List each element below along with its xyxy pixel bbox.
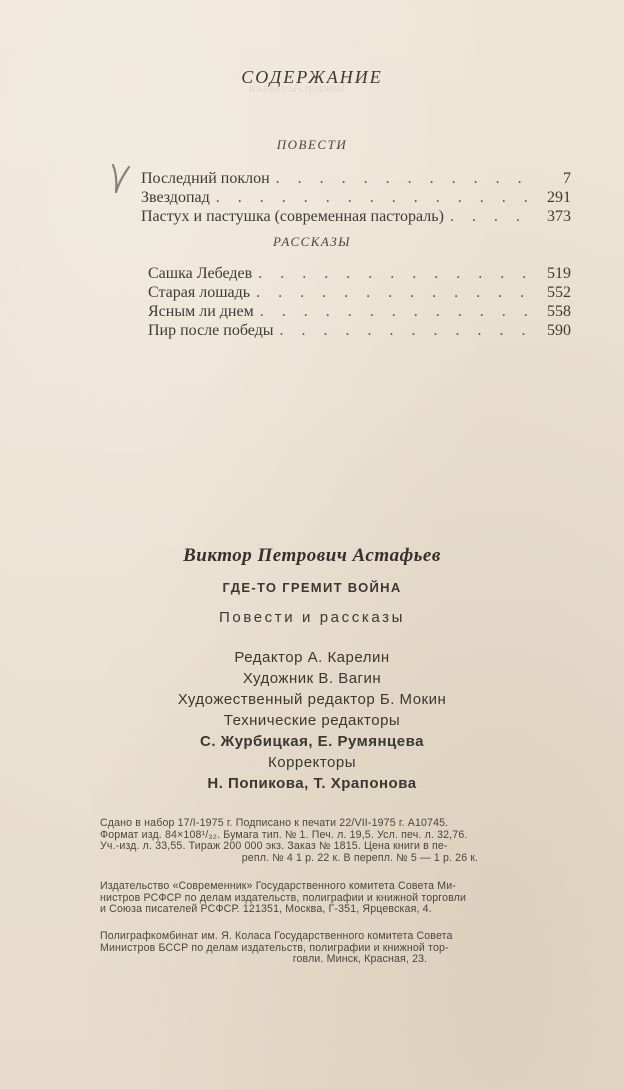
imprint-line: Уч.-изд. л. 33,55. Тираж 200 000 экз. Заказ № 1815. Цена книги в пе-	[100, 840, 448, 852]
dot-leader	[216, 189, 535, 207]
novellas-list	[141, 170, 571, 227]
toc-entry-page: 558	[547, 303, 571, 320]
toc-entry-title: Сашка Лебедев	[148, 265, 253, 282]
author-name: Виктор Петрович Астафьев	[183, 545, 441, 566]
credit-name: А. Карелин	[307, 649, 390, 666]
toc-entry-title: Ясным ли днем	[148, 303, 254, 320]
imprint-line: нистров РСФСР по делам издательств, полиграфии и книжной торговли	[100, 891, 467, 904]
toc-entry-page: 291	[547, 189, 571, 206]
toc-entry-title: Пир после победы	[148, 322, 274, 339]
bleed-through-text: Виктор Астафьев	[70, 80, 345, 95]
section-heading-stories: РАССКАЗЫ	[273, 234, 351, 249]
toc-entry	[148, 284, 571, 303]
credit-editor	[0, 649, 624, 666]
imprint-line: репл. № 4 1 р. 22 к. В перепл. № 5 — 1 р. 26 к.	[241, 851, 479, 864]
toc-entry-page: 590	[547, 322, 571, 339]
toc-entry-page: 519	[547, 265, 571, 282]
dot-leader	[256, 284, 535, 302]
imprint-line: Министров БССР по делам издательств, полиграфии и книжной тор-	[100, 941, 449, 954]
toc-entry-title: Старая лошадь	[148, 284, 251, 301]
credit-artist	[0, 670, 624, 687]
toc-entry-page: 552	[547, 284, 571, 301]
dot-leader	[450, 208, 535, 226]
toc-entry-title: Последний поклон	[141, 170, 270, 187]
credit-tech-editors-names	[0, 733, 624, 750]
dot-leader	[260, 303, 535, 321]
dot-leader	[276, 170, 535, 188]
credit-name: Н. Попикова, Т. Храпонова	[207, 775, 417, 792]
toc-entry-page: 373	[547, 208, 571, 225]
toc-entry-title: Пастух и пастушка (современная пастораль)	[141, 208, 444, 225]
credit-tech-editors-label: Технические редакторы	[223, 712, 401, 729]
section-heading-novellas: ПОВЕСТИ	[276, 137, 348, 152]
credit-role: Редактор	[234, 649, 303, 666]
imprint-line: Издательство «Современник» Государственного комитета Совета Ми-	[100, 880, 456, 892]
credit-proofreaders-label: Корректоры	[267, 754, 356, 771]
credit-name: В. Вагин	[318, 670, 382, 687]
toc-entry	[148, 265, 571, 284]
publisher-block	[100, 881, 620, 916]
contents-title: СОДЕРЖАНИЕ	[241, 67, 383, 87]
stories-list	[148, 265, 571, 341]
toc-entry	[148, 322, 571, 341]
book-subtitle: Повести и рассказы	[219, 609, 405, 626]
credit-art-editor	[0, 691, 624, 708]
toc-entry-page: 7	[563, 170, 571, 187]
credit-role: Художественный редактор	[177, 691, 376, 708]
credit-name: С. Журбицкая, Е. Румянцева	[199, 733, 424, 750]
book-title: ГДЕ-ТО ГРЕМИТ ВОЙНА	[222, 580, 402, 595]
toc-entry-title: Звездопад	[141, 189, 210, 206]
imprint-line: и Союза писателей РСФСР. 121351, Москва, Г-351, Ярцевская, 4.	[100, 903, 432, 915]
imprint-line: Полиграфкомбинат им. Я. Коласа Государственного комитета Совета	[100, 930, 453, 942]
credit-name: Б. Мокин	[379, 691, 447, 708]
credit-proofreaders-names	[0, 775, 624, 792]
imprint-line: Сдано в набор 17/I-1975 г. Подписано к печати 22/VII-1975 г. А10745.	[100, 817, 449, 829]
print-data-block	[100, 818, 620, 864]
imprint-line: Формат изд. 84×108¹/₃₂. Бумага тип. № 1. Печ. л. 19,5. Усл. печ. л. 32,76.	[100, 828, 468, 841]
toc-entry	[141, 189, 571, 208]
credit-role: Художник	[242, 670, 314, 687]
toc-entry	[141, 170, 571, 189]
imprint-line: говли. Минск, Красная, 23.	[292, 953, 428, 965]
toc-entry	[148, 303, 571, 322]
printer-block	[100, 931, 620, 966]
dot-leader	[258, 265, 535, 283]
toc-entry	[141, 208, 571, 227]
pencil-check-mark	[110, 162, 132, 196]
dot-leader	[280, 322, 535, 340]
